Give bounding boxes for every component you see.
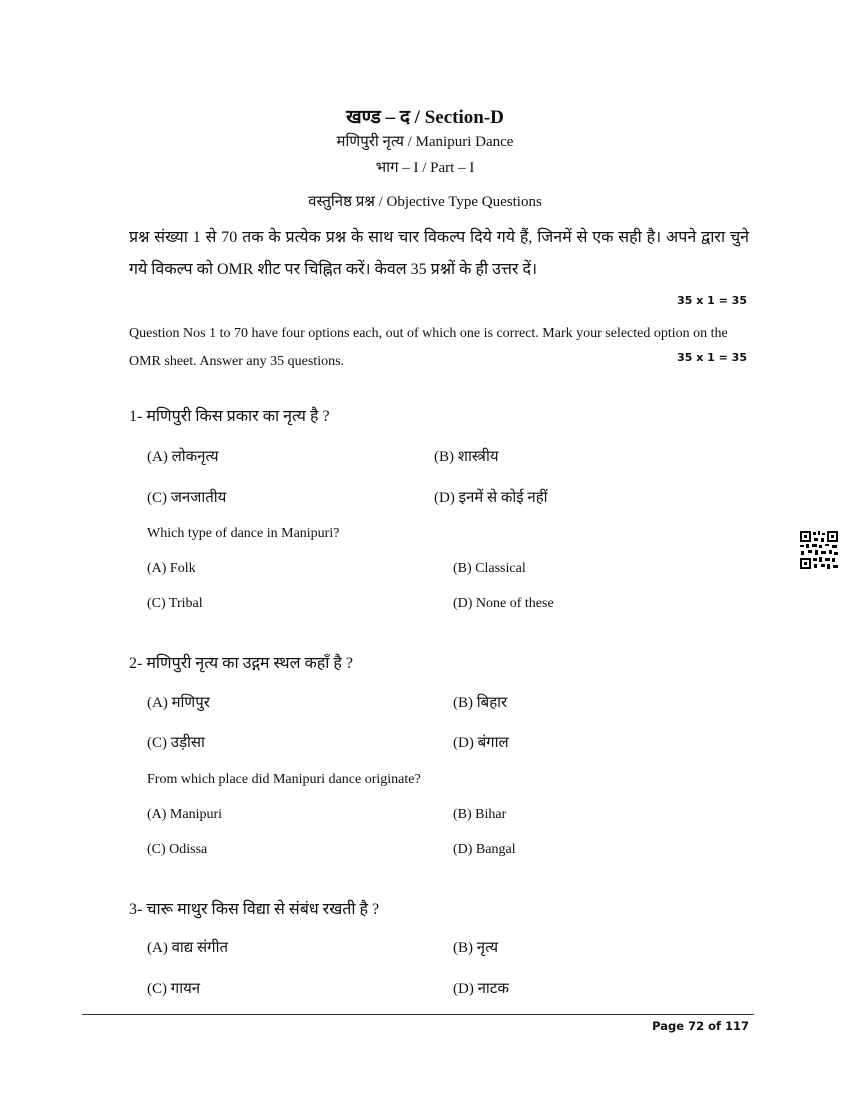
- english-marks: 35 x 1 = 35: [677, 351, 747, 364]
- question-2-english: From which place did Manipuri dance originate?: [147, 772, 421, 787]
- q1-en-option-c: (C) Tribal: [147, 596, 203, 611]
- question-3-hindi: 3- चारू माथुर किस विद्या से संबंध रखती है ?: [129, 901, 380, 918]
- question-type-title: वस्तुनिष्ठ प्रश्न / Objective Type Questions: [308, 194, 542, 210]
- question-2-hindi: 2- मणिपुरी नृत्य का उद्गम स्थल कहाँ है ?: [129, 655, 353, 672]
- footer-rule: [82, 1014, 754, 1015]
- q2-en-option-c: (C) Odissa: [147, 842, 208, 857]
- q1-en-option-a: (A) Folk: [147, 561, 196, 576]
- q2-hi-option-b: (B) बिहार: [453, 695, 508, 711]
- hindi-instructions: प्रश्न संख्या 1 से 70 तक के प्रत्येक प्रश्न के साथ चार विकल्प दिये गये हैं, जिनमें से एक सही है। अपने द्वारा चुने गये विकल्प को OMR शीट पर चिह्नित करें। केवल 35 प्रश्नों के ही उत्तर दें।: [129, 229, 749, 278]
- q3-hi-option-d: (D) नाटक: [453, 981, 509, 997]
- page-number: Page 72 of 117: [652, 1019, 749, 1033]
- q2-en-option-b: (B) Bihar: [453, 807, 507, 822]
- subject-title: मणिपुरी नृत्य / Manipuri Dance: [336, 134, 514, 150]
- q1-hi-option-d: (D) इनमें से कोई नहीं: [434, 490, 548, 506]
- qr-code-icon: [799, 530, 839, 570]
- q1-hi-option-a: (A) लोकनृत्य: [147, 449, 219, 465]
- q2-hi-option-d: (D) बंगाल: [453, 735, 509, 751]
- q2-en-option-a: (A) Manipuri: [147, 807, 223, 822]
- hindi-marks: 35 x 1 = 35: [677, 294, 747, 307]
- q2-hi-option-a: (A) मणिपुर: [147, 695, 210, 711]
- q3-hi-option-a: (A) वाद्य संगीत: [147, 940, 229, 956]
- question-1-hindi: 1- मणिपुरी किस प्रकार का नृत्य है ?: [129, 408, 330, 425]
- english-instructions: Question Nos 1 to 70 have four options each, out of which one is correct. Mark your selected option on the OMR sheet. Answer any 35 questions.: [129, 326, 728, 369]
- q2-en-option-d: (D) Bangal: [453, 842, 516, 857]
- part-title: भाग – I / Part – I: [375, 160, 475, 176]
- section-title: खण्ड – द / Section-D: [346, 107, 504, 128]
- q1-hi-option-b: (B) शास्त्रीय: [434, 449, 499, 465]
- question-1-english: Which type of dance in Manipuri?: [147, 526, 340, 541]
- q1-en-option-d: (D) None of these: [453, 596, 554, 611]
- q3-hi-option-b: (B) नृत्य: [453, 940, 499, 956]
- q3-hi-option-c: (C) गायन: [147, 981, 201, 997]
- q2-hi-option-c: (C) उड़ीसा: [147, 735, 205, 751]
- q1-en-option-b: (B) Classical: [453, 561, 526, 576]
- q1-hi-option-c: (C) जनजातीय: [147, 490, 227, 506]
